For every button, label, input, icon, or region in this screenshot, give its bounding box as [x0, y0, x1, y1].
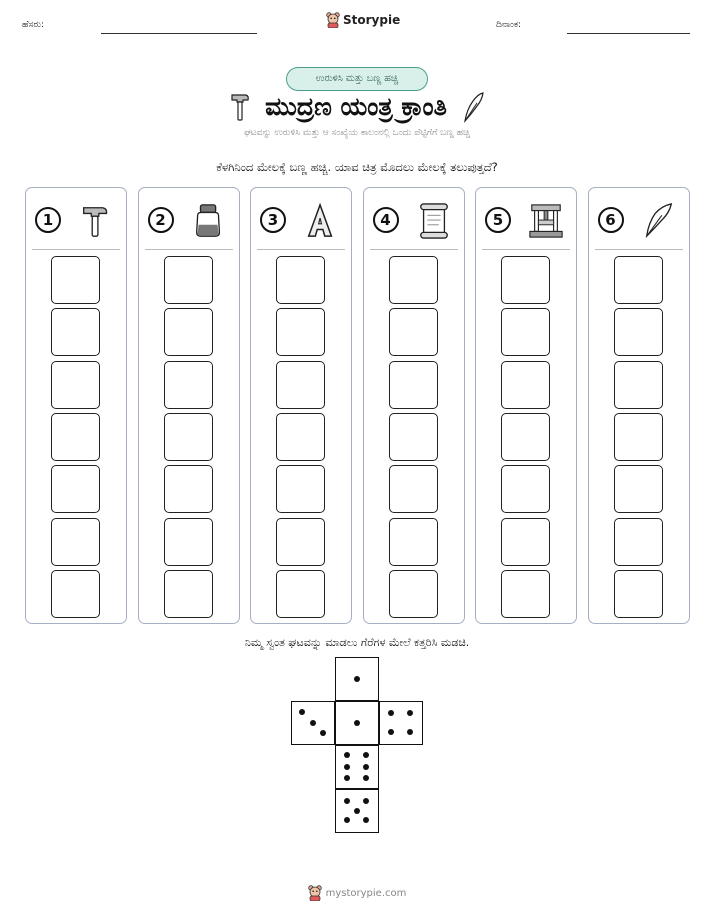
date-line[interactable] [567, 33, 690, 34]
dice-pip [320, 730, 326, 736]
column-number: 1 [35, 207, 61, 233]
dice-pip [363, 817, 369, 823]
dice-pip [363, 752, 369, 758]
color-box[interactable] [276, 465, 325, 513]
column-number: 3 [260, 207, 286, 233]
name-label: ಹೆಸರು: [22, 20, 45, 30]
column-5 [475, 187, 577, 624]
column-header [476, 200, 576, 240]
ink-pot-icon [191, 202, 227, 240]
dice-pip [388, 729, 394, 735]
question: ಕೆಳಗಿನಿಂದ ಮೇಲಕ್ಕೆ ಬಣ್ಣ ಹಚ್ಚಿ. ಯಾವ ಚಿತ್ರ ಮೊದಲು ಮೇಲಕ್ಕೆ ತಲುಪುತ್ತದೆ? [216, 160, 498, 174]
color-box[interactable] [389, 413, 438, 461]
column-6 [588, 187, 690, 624]
color-box[interactable] [276, 570, 325, 618]
color-box[interactable] [501, 361, 550, 409]
color-box[interactable] [614, 361, 663, 409]
page-title: ಮುದ್ರಣ ಯಂತ್ರ ಕ್ರಾಂತಿ [265, 92, 447, 121]
color-box[interactable] [389, 361, 438, 409]
column-header [364, 200, 464, 240]
dice-face-6 [335, 745, 379, 789]
footer [0, 885, 714, 901]
column-number: 4 [373, 207, 399, 233]
color-box[interactable] [164, 570, 213, 618]
name-line[interactable] [101, 33, 257, 34]
column-header [589, 200, 689, 240]
color-box[interactable] [614, 308, 663, 356]
column-divider [32, 249, 120, 250]
color-box[interactable] [51, 465, 100, 513]
color-box[interactable] [276, 518, 325, 566]
color-box[interactable] [614, 256, 663, 304]
dice-pip [388, 710, 394, 716]
dice-face-5 [335, 789, 379, 833]
hammer-icon [229, 92, 251, 122]
color-box[interactable] [51, 256, 100, 304]
color-box[interactable] [389, 465, 438, 513]
dice-pip [344, 817, 350, 823]
color-box[interactable] [164, 465, 213, 513]
title-row [0, 90, 714, 124]
scroll-icon [416, 202, 452, 240]
column-divider [370, 249, 458, 250]
color-box[interactable] [501, 518, 550, 566]
color-box[interactable] [51, 361, 100, 409]
color-box[interactable] [389, 518, 438, 566]
dice-pip [354, 676, 360, 682]
dice-pip [310, 720, 316, 726]
column-1 [25, 187, 127, 624]
dice-face-1 [335, 657, 379, 701]
dice-pip [363, 764, 369, 770]
color-box[interactable] [164, 413, 213, 461]
storypie-logo [326, 12, 400, 28]
column-number: 2 [148, 207, 174, 233]
color-box[interactable] [501, 308, 550, 356]
color-box[interactable] [389, 308, 438, 356]
color-box[interactable] [501, 256, 550, 304]
column-divider [595, 249, 683, 250]
color-box[interactable] [51, 413, 100, 461]
dice-pip [344, 752, 350, 758]
dice-pip [299, 709, 305, 715]
color-box[interactable] [501, 570, 550, 618]
column-3 [250, 187, 352, 624]
color-box[interactable] [51, 308, 100, 356]
color-box[interactable] [614, 413, 663, 461]
column-divider [145, 249, 233, 250]
instructions: ಘಟವನ್ನು ಉರುಳಿಸಿ ಮತ್ತು ಆ ಸಂಖ್ಯೆಯ ಕಾಲಂನಲ್ಲಿ ಒಂದು ಪೆಟ್ಟಿಗೆಗೆ ಬಣ್ಣ ಹಚ್ಚಿ [244, 128, 470, 138]
color-box[interactable] [164, 308, 213, 356]
color-box[interactable] [614, 518, 663, 566]
dice-pip [407, 710, 413, 716]
column-header [139, 200, 239, 240]
dice-pip [363, 798, 369, 804]
color-box[interactable] [164, 256, 213, 304]
color-box[interactable] [614, 570, 663, 618]
column-header [251, 200, 351, 240]
dice-pip [363, 775, 369, 781]
color-box[interactable] [51, 570, 100, 618]
color-box[interactable] [164, 518, 213, 566]
column-2 [138, 187, 240, 624]
column-divider [482, 249, 570, 250]
dice-face-3 [291, 701, 335, 745]
column-number: 6 [598, 207, 624, 233]
color-box[interactable] [276, 308, 325, 356]
activity-type-badge: ಉರುಳಿಸಿ ಮತ್ತು ಬಣ್ಣ ಹಚ್ಚಿ [286, 67, 428, 91]
dice-pip [407, 729, 413, 735]
color-box[interactable] [51, 518, 100, 566]
quill-feather-icon [461, 91, 485, 123]
column-number: 5 [485, 207, 511, 233]
color-box[interactable] [614, 465, 663, 513]
letter-a-block-icon [303, 202, 339, 240]
hammer-icon [78, 202, 114, 240]
color-box[interactable] [276, 413, 325, 461]
dice-instruction: ನಿಮ್ಮ ಸ್ವಂತ ಘಟವನ್ನು ಮಾಡಲು ಗೆರೆಗಳ ಮೇಲೆ ಕತ್ತರಿಸಿ ಮಡಚಿ. [244, 636, 470, 649]
color-box[interactable] [276, 256, 325, 304]
color-box[interactable] [389, 570, 438, 618]
color-box[interactable] [276, 361, 325, 409]
footer-url: mystorypie.com [325, 887, 407, 899]
color-box[interactable] [389, 256, 438, 304]
dice-pip [344, 798, 350, 804]
bear-mascot-icon [308, 885, 322, 901]
dice-pip [344, 764, 350, 770]
color-box[interactable] [164, 361, 213, 409]
dice-pip [344, 775, 350, 781]
color-box[interactable] [501, 413, 550, 461]
dice-pip [354, 808, 360, 814]
dice-pip [354, 720, 360, 726]
column-4 [363, 187, 465, 624]
bear-mascot-icon [326, 12, 340, 28]
dice-face-4 [379, 701, 423, 745]
printing-press-icon [528, 202, 564, 240]
quill-feather-icon [641, 202, 677, 240]
dice-face-1 [335, 701, 379, 745]
color-box[interactable] [501, 465, 550, 513]
date-label: ದಿನಾಂಕ: [496, 20, 522, 30]
column-header [26, 200, 126, 240]
brand-name: Storypie [343, 13, 401, 27]
column-divider [257, 249, 345, 250]
